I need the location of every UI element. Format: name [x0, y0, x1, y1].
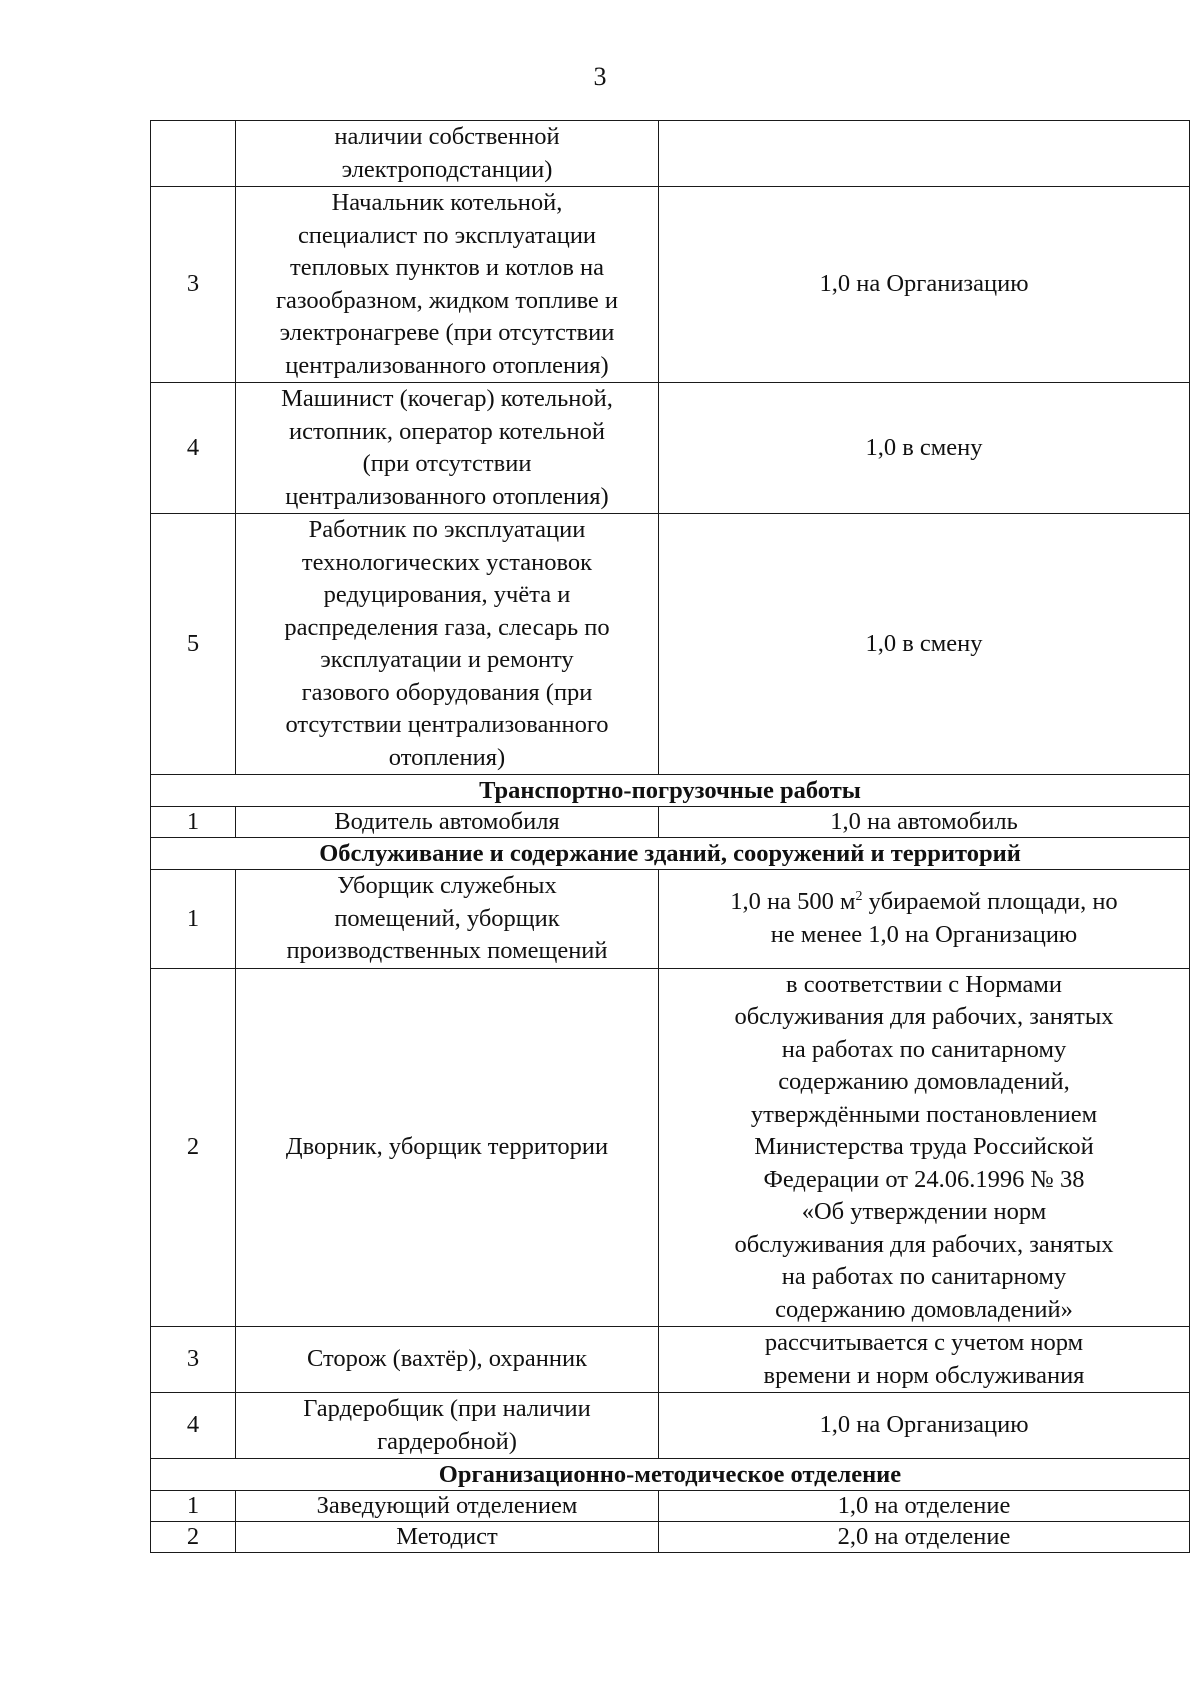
row-number: 5 — [151, 514, 236, 775]
table-row — [151, 1327, 1190, 1393]
position-name: Гардеробщик (при наличии гардеробной) — [236, 1393, 659, 1459]
staffing-norm: 1,0 в смену — [659, 383, 1190, 514]
staffing-norm: 2,0 на отделение — [659, 1522, 1190, 1553]
staffing-norm — [659, 121, 1190, 187]
table-row — [151, 1522, 1190, 1553]
position-name: Методист — [236, 1522, 659, 1553]
row-number: 3 — [151, 187, 236, 383]
position-name: Заведующий отделением — [236, 1491, 659, 1522]
section-header-row — [151, 775, 1190, 807]
section-header-row — [151, 838, 1190, 870]
row-number: 2 — [151, 968, 236, 1327]
section-title: Транспортно-погрузочные работы — [151, 775, 1190, 807]
staffing-norm: рассчитывается с учетом норм времени и норм обслуживания — [659, 1327, 1190, 1393]
row-number: 1 — [151, 1491, 236, 1522]
staffing-norm: 1,0 на автомобиль — [659, 807, 1190, 838]
row-number: 1 — [151, 807, 236, 838]
staffing-norms-table — [150, 120, 1190, 1553]
table-row — [151, 807, 1190, 838]
position-name: Начальник котельной, специалист по эксплуатации тепловых пунктов и котлов на газообразном, жидком топливе и электронагреве (при отсутствии централизованного отопления) — [236, 187, 659, 383]
section-title: Организационно-методическое отделение — [151, 1459, 1190, 1491]
table-row — [151, 1393, 1190, 1459]
position-name: Уборщик служебных помещений, уборщик производственных помещений — [236, 870, 659, 969]
row-number: 3 — [151, 1327, 236, 1393]
staffing-norm: 1,0 на Организацию — [659, 187, 1190, 383]
row-number — [151, 121, 236, 187]
position-name: Работник по эксплуатации технологических установок редуцирования, учёта и распределения газа, слесарь по эксплуатации и ремонту газового оборудования (при отсутствии централизованного отопления) — [236, 514, 659, 775]
table-row — [151, 1491, 1190, 1522]
position-name: наличии собственной электроподстанции) — [236, 121, 659, 187]
section-header-row — [151, 1459, 1190, 1491]
staffing-norm: в соответствии с Нормами обслуживания для рабочих, занятых на работах по санитарному содержанию домовладений, утверждёнными постановлением Министерства труда Российской Федерации от 24.06.1996 № 38 «Об утверждении норм обслуживания для рабочих, занятых на работах по санитарному содержанию домовладений» — [659, 968, 1190, 1327]
staffing-norm: 1,0 на Организацию — [659, 1393, 1190, 1459]
table-row — [151, 870, 1190, 969]
table-row — [151, 514, 1190, 775]
table-row — [151, 383, 1190, 514]
row-number: 4 — [151, 1393, 236, 1459]
unit-superscript: 2 — [855, 889, 863, 905]
staffing-norm: 1,0 на отделение — [659, 1491, 1190, 1522]
staffing-norm: 1,0 в смену — [659, 514, 1190, 775]
position-name: Дворник, уборщик территории — [236, 968, 659, 1327]
row-number: 1 — [151, 870, 236, 969]
row-number: 4 — [151, 383, 236, 514]
table-row — [151, 187, 1190, 383]
position-name: Сторож (вахтёр), охранник — [236, 1327, 659, 1393]
row-number: 2 — [151, 1522, 236, 1553]
position-name: Водитель автомобиля — [236, 807, 659, 838]
page-number: 3 — [593, 62, 607, 91]
table-body — [151, 121, 1190, 1553]
position-name: Машинист (кочегар) котельной, истопник, оператор котельной (при отсутствии централизованного отопления) — [236, 383, 659, 514]
table-row — [151, 121, 1190, 187]
staffing-norm-rest: убираемой площади, но не менее 1,0 на Организацию — [770, 888, 1118, 948]
section-title: Обслуживание и содержание зданий, сооружений и территорий — [151, 838, 1190, 870]
staffing-norm: 1,0 на 500 $м^2$ убираемой площади, но не менее 1,0 на Организацию — [659, 870, 1190, 969]
table-row — [151, 968, 1190, 1327]
